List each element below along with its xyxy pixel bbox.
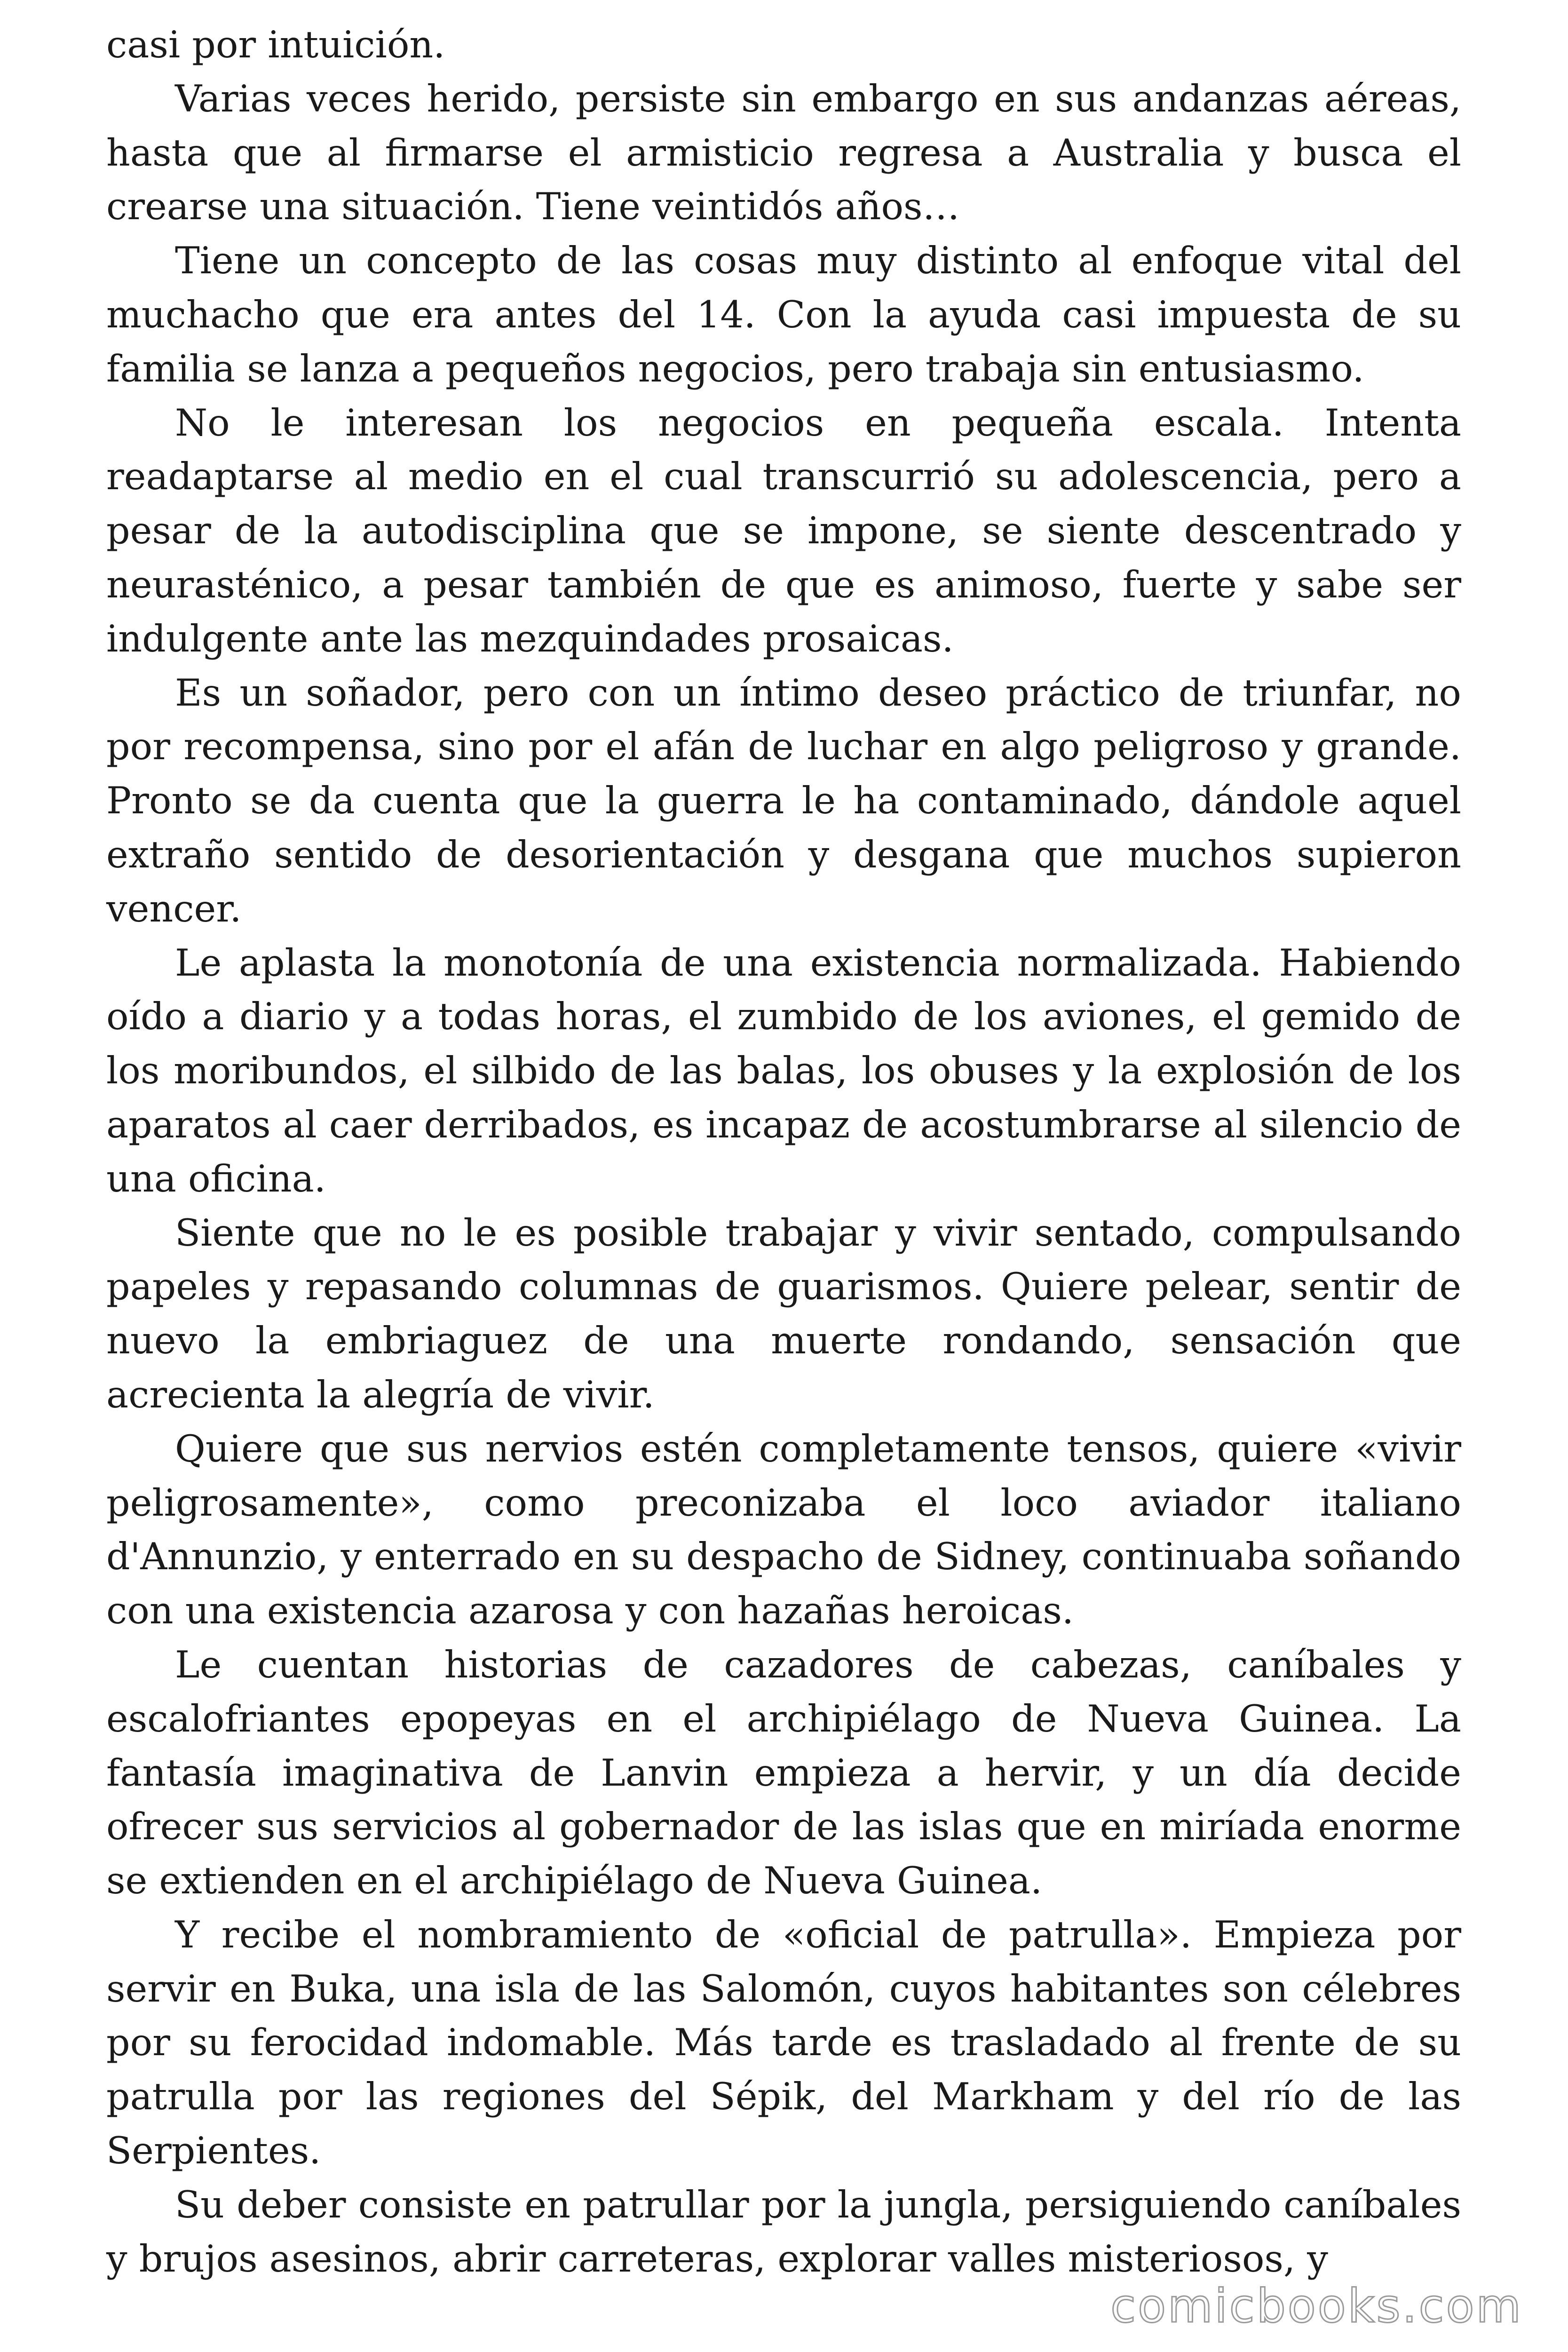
paragraph: Es un soñador, pero con un íntimo deseo práctico de triunfar, no por recompensa, sino por el afán de luchar en algo peligroso y grande. Pronto se da cuenta que la guerra le ha contaminado, dándole aquel extraño sentido de desorientación y desgana que muchos supieron vencer. (106, 671, 1461, 930)
paragraph: Su deber consiste en patrullar por la jungla, persiguiendo caníbales y brujos asesinos, abrir carreteras, explorar valles misteriosos, y (106, 2183, 1461, 2280)
paragraph: No le interesan los negocios en pequeña escala. Intenta readaptarse al medio en el cual transcurrió su adolescencia, pero a pesar de la autodisciplina que se impone, se siente descentrado y neurasténico, a pesar también de que es animoso, fuerte y sabe ser indulgente ante las mezquindades prosaicas. (106, 401, 1461, 660)
watermark: comicbooks.com (1110, 2280, 1523, 2333)
paragraph: Tiene un concepto de las cosas muy distinto al enfoque vital del muchacho que era antes del 14. Con la ayuda casi impuesta de su familia se lanza a pequeños negocios, pero trabaja sin entusiasmo. (106, 239, 1461, 390)
paragraph: Siente que no le es posible trabajar y vivir sentado, compulsando papeles y repasando columnas de guarismos. Quiere pelear, sentir de nuevo la embriaguez de una muerte rondando, sensación que acrecienta la alegría de vivir. (106, 1211, 1461, 1416)
paragraph: Varias veces herido, persiste sin embargo en sus andanzas aéreas, hasta que al firmarse el armisticio regresa a Australia y busca el crearse una situación. Tiene veintidós años… (106, 77, 1461, 229)
paragraph: Le cuentan historias de cazadores de cabezas, caníbales y escalofriantes epopeyas en el archipiélago de Nueva Guinea. La fantasía imaginativa de Lanvin empieza a hervir, y un día decide ofrecer sus servicios al gobernador de las islas que en miríada enorme se extienden en el archipiélago de Nueva Guinea. (106, 1643, 1461, 1903)
paragraph: Y recibe el nombramiento de «oficial de patrulla». Empieza por servir en Buka, una isla de las Salomón, cuyos habitantes son célebres por su ferocidad indomable. Más tarde es trasladado al frente de su patrulla por las regiones del Sépik, del Markham y del río de las Serpientes. (106, 1913, 1461, 2173)
paragraph: Le aplasta la monotonía de una existencia normalizada. Habiendo oído a diario y a todas horas, el zumbido de los aviones, el gemido de los moribundos, el silbido de las balas, los obuses y la explosión de los aparatos al caer derribados, es incapaz de acostumbrarse al silencio de una oficina. (106, 941, 1461, 1200)
paragraph: Quiere que sus nervios estén completamente tensos, quiere «vivir peligrosamente», como preconizaba el loco aviador italiano d'Annunzio, y enterrado en su despacho de Sidney, continuaba soñando con una existencia azarosa y con hazañas heroicas. (106, 1427, 1461, 1633)
paragraph-continuation: casi por intuición. (106, 23, 445, 66)
page-text (106, 18, 1461, 2286)
